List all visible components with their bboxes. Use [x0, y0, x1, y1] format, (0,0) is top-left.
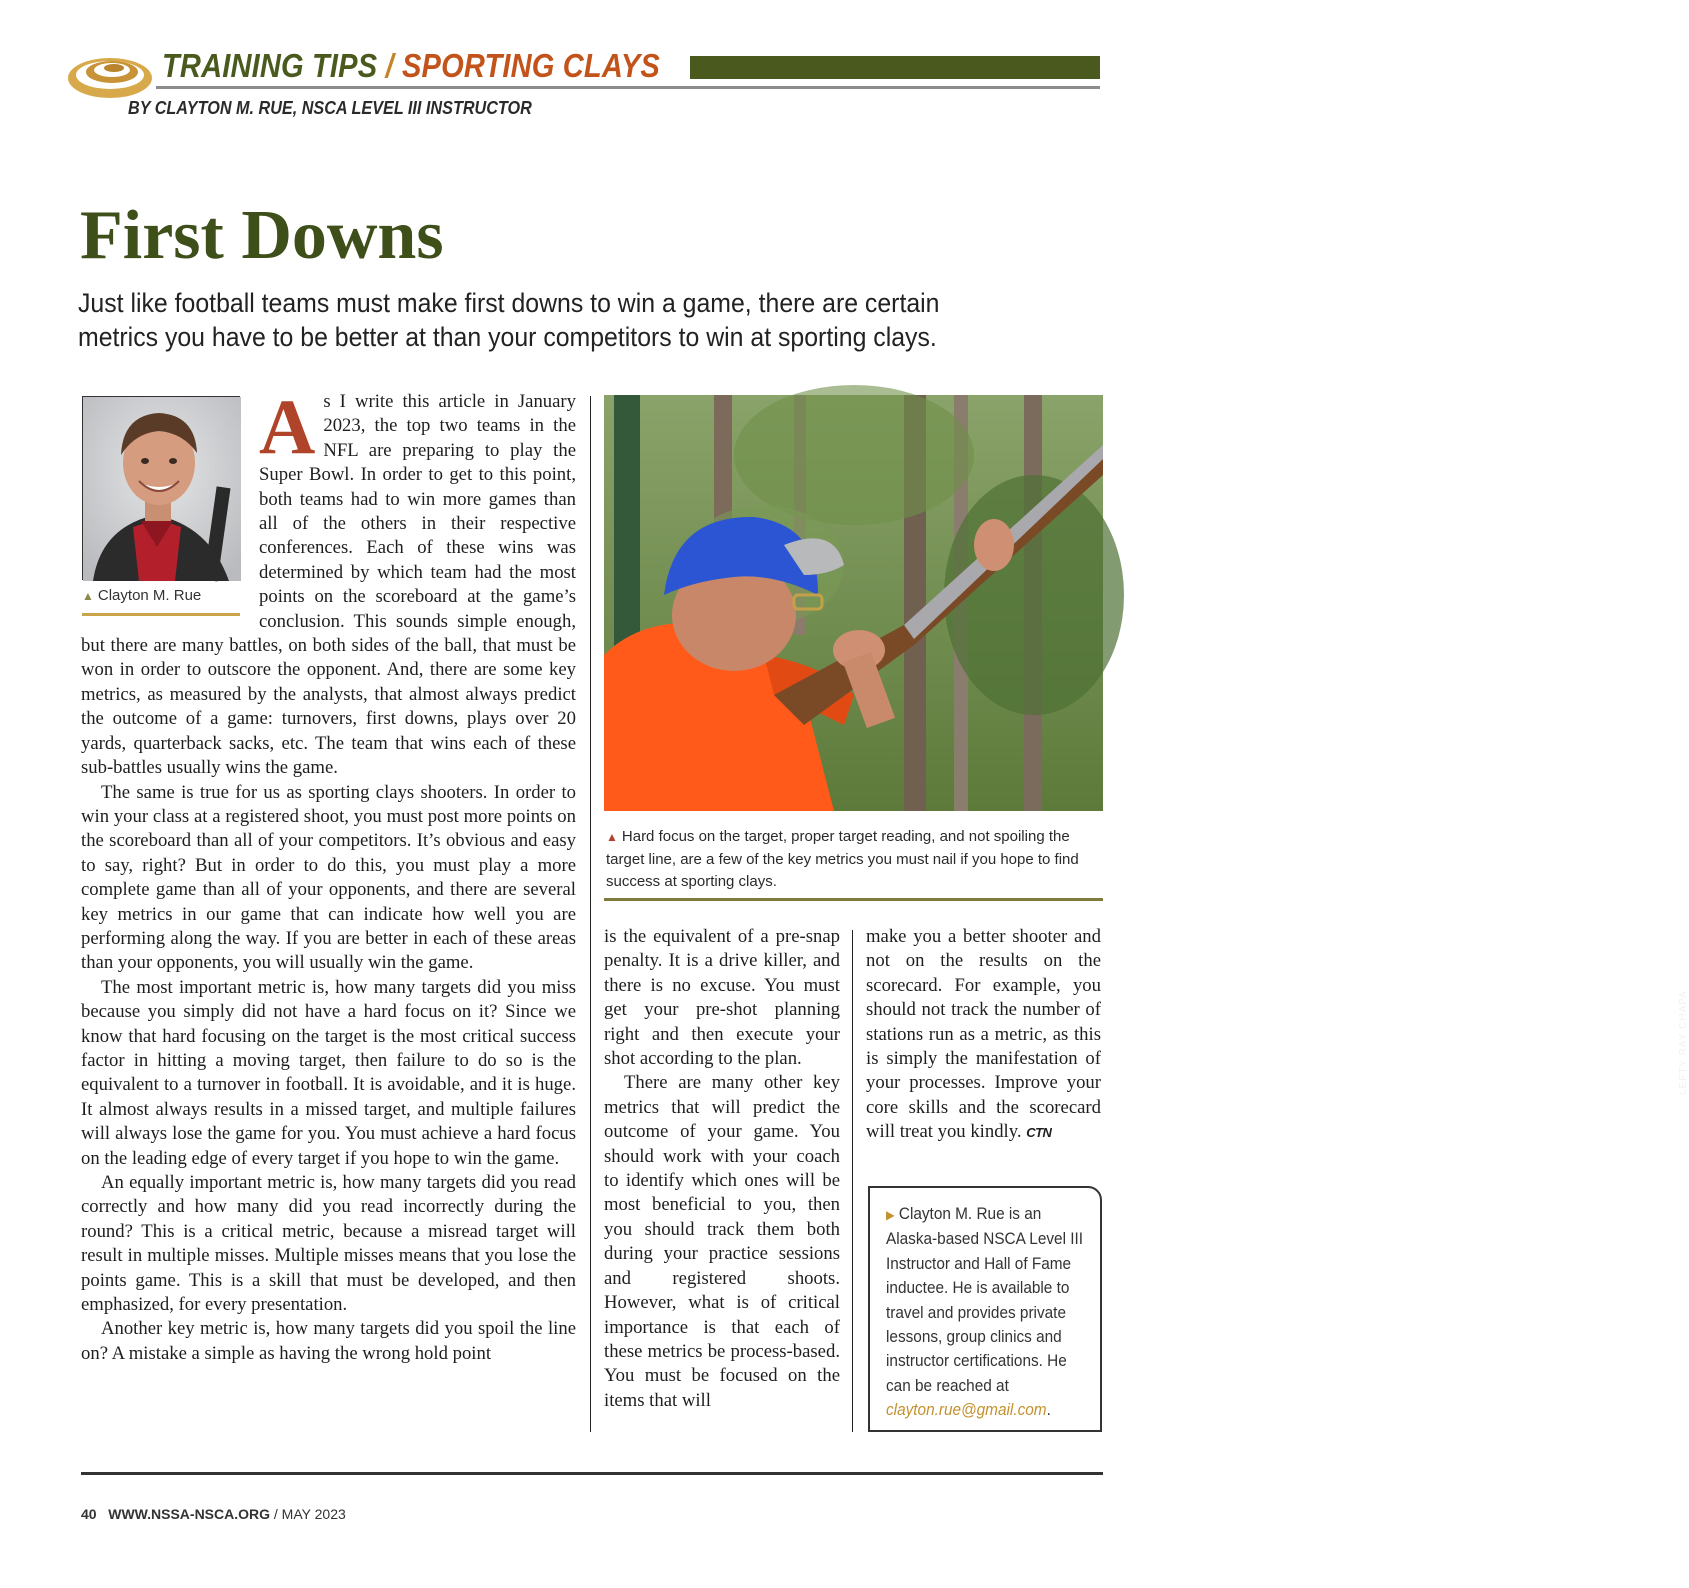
end-mark: CTN	[1026, 1125, 1052, 1141]
section-main: TRAINING TIPS	[162, 47, 378, 84]
bio-arrow-icon: ▶	[886, 1208, 895, 1222]
article-paragraph-6: is the equivalent of a pre-snap penalty. It is a drive killer, and there is no excuse. You must get your pre-shot planning right and then execute your shot according to the plan.	[604, 926, 840, 1070]
author-bio-box	[868, 1186, 1102, 1432]
bio-body: Clayton M. Rue is an Alaska-based NSCA Level III Instructor and Hall of Fame inductee. He is available to travel and provides private lessons, group clinics and instructor certifications. He can be reached at	[886, 1205, 1084, 1395]
photo-caption	[606, 826, 1103, 894]
column-divider-left	[590, 396, 591, 1432]
header-bar	[690, 56, 1100, 79]
article-paragraph-4: An equally important metric is, how many targets did you read correctly and how many did you read incorrectly during the round? This is a critical metric, because a misread target will result in multiple misses. Multiple misses means that you lose the points game. This is a skill that must be developed, and then emphasized, for every presentation.	[81, 1172, 576, 1316]
article-column-left	[81, 383, 576, 1366]
article-paragraph-1: s I write this article in January 2023, the top two teams in the NFL are preparing to play the Super Bowl. In order to get to this point, both teams had to win more games than all of the others in their respective conferences. Each of these wins was determined by which team had the most points on the scoreboard at the game’s conclusion. This sounds simple enough, but there are many battles, on both sides of the ball, that must be won in order to outscore the opponent. And, there are some key metrics, as measured by the analysts, that almost always predict the outcome of a game: turnovers, first downs, plays over 20 yards, quarterback sacks, etc. The team that wins each of these sub-battles usually wins the game.	[81, 391, 576, 779]
caption-triangle-icon: ▲	[82, 589, 94, 603]
article-paragraph-5: Another key metric is, how many targets did you spoil the line on? A mistake a simple as having the wrong hold point	[81, 1318, 576, 1364]
bio-email-link[interactable]: clayton.rue@gmail.com	[886, 1401, 1047, 1420]
article-paragraph-8	[866, 925, 1101, 1146]
article-paragraph-8-text: make you a better shooter and not on the results on the scorecard. For example, you should not track the number of stations run as a metric, as this is simply the manifestation of your processes. Improve your core skills and the scorecard will treat you kindly.	[866, 926, 1101, 1143]
column-divider-right	[852, 930, 853, 1432]
article-paragraph-7: There are many other key metrics that will predict the outcome of your game. You should work with your coach to identify which ones will be most beneficial to you, then you should track them both during your practice sessions and registered shoots. However, what is of critical importance is that each of these metrics be process-based. You must be focused on the items that will	[604, 1072, 840, 1411]
footer-issue: / MAY 2023	[270, 1506, 346, 1522]
photo-credit: LEFTY RAY CHAPA	[1678, 990, 1689, 1095]
page-number: 40	[81, 1506, 97, 1522]
header-rule	[156, 86, 1100, 89]
photo-wrap-space	[81, 390, 259, 620]
clay-target-logo-icon	[64, 42, 156, 104]
photo-caption-rule	[604, 898, 1103, 901]
shooter-photo-icon	[604, 395, 1103, 811]
photo-caption-text: Hard focus on the target, proper target reading, and not spoiling the target line, are a few of the key metrics you must nail if you hope to find success at sporting clays.	[606, 828, 1079, 890]
footer-site-link[interactable]: WWW.NSSA-NSCA.ORG	[108, 1506, 271, 1522]
article-column-right	[866, 925, 1101, 1146]
deck: Just like football teams must make first downs to win a game, there are certain metrics you have to be better at than your competitors to win at sporting clays.	[78, 288, 940, 352]
byline: BY CLAYTON M. RUE, NSCA LEVEL III INSTRUCTOR	[128, 98, 532, 118]
footer	[81, 1506, 346, 1522]
caption-triangle-icon: ▲	[606, 830, 618, 844]
section-separator: /	[377, 47, 402, 84]
drop-cap: A	[259, 383, 316, 470]
article-paragraph-2: The same is true for us as sporting clays shooters. In order to win your class at a registered shoot, you must post more points on the scoreboard than all of your competitors. It’s obvious and easy to say, right? But in order to do this, you must play a more complete game than all of your opponents, and there are several key metrics in our game that can indicate how well you are performing along the way. If you are better in each of these areas than your opponents, you will usually win the game.	[81, 781, 576, 974]
article-paragraph-3: The most important metric is, how many targets did you miss because you simply did not have a hard focus on it? Since we know that hard focusing on the target is the most critical success factor in hitting a moving target, then failure to do so is the equivalent to a turnover in football. It is avoidable, and it is huge. It almost always results in a missed target, and multiple failures will always lose the game for you. You must achieve a hard focus on the leading edge of every target if you hope to win the game.	[81, 976, 576, 1169]
author-bio-text	[886, 1202, 1091, 1423]
section-title	[162, 46, 660, 86]
headline: First Downs	[80, 197, 444, 274]
author-caption-text: Clayton M. Rue	[97, 587, 202, 604]
section-sub: SPORTING CLAYS	[401, 47, 660, 84]
bio-end: .	[1046, 1401, 1051, 1420]
footer-rule	[81, 1472, 1103, 1475]
article-column-middle	[604, 925, 840, 1413]
